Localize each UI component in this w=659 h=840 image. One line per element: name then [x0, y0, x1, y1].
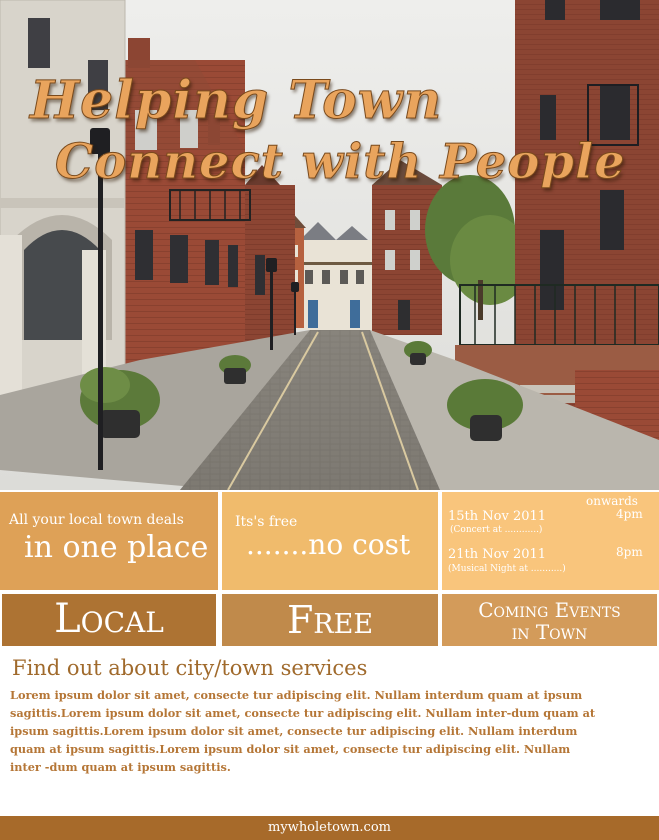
event-2-time: 8pm	[616, 545, 643, 559]
section-title: Find out about city/town services	[12, 656, 368, 680]
local-label: Local	[54, 596, 164, 642]
deals-headline: in one place	[24, 530, 209, 565]
event-1-note: onwards	[586, 494, 638, 508]
free-tile	[222, 492, 438, 590]
free-caption: Its's free	[235, 514, 298, 530]
headline-line-2: Connect with People	[55, 134, 626, 190]
event-1-time: 4pm	[616, 507, 643, 521]
coming-events-line-2: in Town	[511, 620, 588, 644]
event-2-detail: (Musical Night at ...........)	[448, 564, 566, 574]
free-headline: .......no cost	[246, 528, 411, 561]
footer-bar	[0, 816, 659, 840]
event-1-date: 15th Nov 2011	[448, 509, 547, 524]
left-stone-building	[0, 0, 125, 405]
local-bar	[2, 594, 216, 646]
free-label: Free	[286, 598, 374, 642]
coming-events-line-1: Coming Events	[478, 598, 621, 622]
body-paragraph: Lorem ipsum dolor sit amet, consecte tur adipiscing elit. Nullam interdum quam at ipsum sagittis.Lorem ipsum dolor sit amet, consecte tur adipiscing elit. Nullam inter-dum quam at ipsum sagittis.Lorem ipsum dolor sit amet, consecte tur adipiscing elit. Nullam interdum quam at ipsum sagittis.Lorem ipsum dolor sit amet, consecte tur adipiscing elit. Nullam inter -dum quam at ipsum sagittis.	[10, 688, 596, 774]
headline-line-1: Helping Town	[30, 70, 443, 131]
footer-url[interactable]: mywholetown.com	[268, 820, 391, 835]
deals-tile	[0, 492, 218, 590]
free-bar	[222, 594, 438, 646]
event-2-date: 21th Nov 2011	[448, 547, 547, 562]
deals-caption: All your local town deals	[9, 512, 184, 528]
coming-events-bar	[442, 594, 657, 646]
events-tile	[442, 492, 659, 590]
event-1-detail: (Concert at ............)	[450, 525, 543, 535]
